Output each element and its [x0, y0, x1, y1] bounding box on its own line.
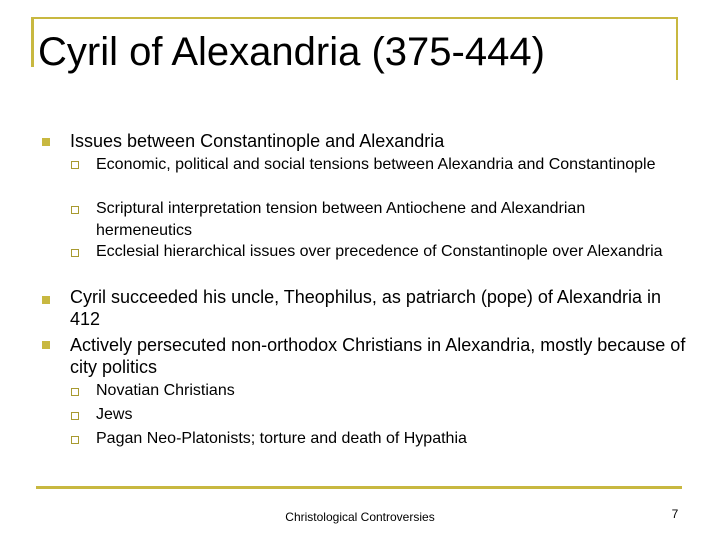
- sub-bullet-box-icon: [71, 249, 79, 257]
- slide-title: Cyril of Alexandria (375-444): [38, 30, 545, 74]
- sub-bullet-item: Economic, political and social tensions between Alexandria and Constantinople: [96, 156, 656, 173]
- sub-bullet-item: Jews: [96, 406, 133, 423]
- frame-top-line: [31, 17, 678, 19]
- sub-bullet-item: Novatian Christians: [96, 382, 235, 399]
- sub-bullet-item: Scriptural interpretation tension between Antiochene and Alexandrian hermeneutics: [96, 200, 586, 239]
- bullet-item: Cyril succeeded his uncle, Theophilus, as patriarch (pope) of Alexandria in 412: [70, 287, 661, 329]
- bullet-square-icon: [42, 138, 50, 146]
- sub-bullet-box-icon: [71, 161, 79, 169]
- sub-bullet-item: Pagan Neo-Platonists; torture and death of Hypathia: [96, 430, 467, 447]
- bullet-square-icon: [42, 296, 50, 304]
- footer-text: Christological Controversies: [285, 510, 435, 524]
- sub-bullet-item: Ecclesial hierarchical issues over precedence of Constantinople over Alexandria: [96, 243, 663, 260]
- bullet-item: Actively persecuted non-orthodox Christians in Alexandria, mostly because of city politics: [70, 335, 686, 377]
- footer-divider: [36, 486, 682, 489]
- sub-bullet-box-icon: [71, 388, 79, 396]
- bullet-item: Issues between Constantinople and Alexandria: [70, 131, 445, 151]
- bullet-square-icon: [42, 341, 50, 349]
- page-number: 7: [671, 507, 679, 521]
- frame-left-line: [31, 17, 34, 67]
- sub-bullet-box-icon: [71, 436, 79, 444]
- sub-bullet-box-icon: [71, 412, 79, 420]
- frame-right-line: [676, 17, 678, 80]
- sub-bullet-box-icon: [71, 206, 79, 214]
